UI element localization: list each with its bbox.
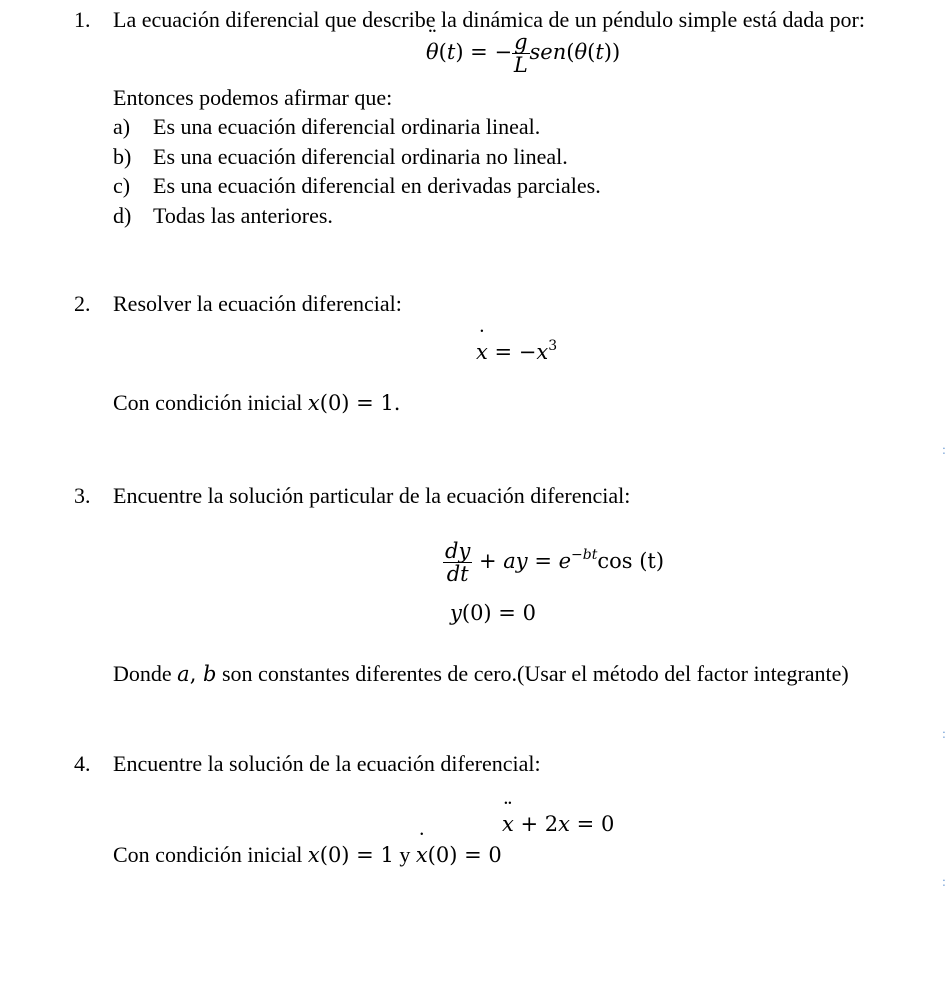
q4-number: 4. bbox=[74, 751, 91, 776]
margin-marker: : bbox=[942, 727, 946, 742]
q4-condition: Con condición inicial x(0) = 1 y ˙ x(0) = 0 bbox=[113, 844, 502, 866]
q3-initial-condition: y(0) = 0 bbox=[450, 601, 536, 625]
q1-equation: ¨ θ(t) = − $\frac{g}{L}$ sen(θ(t)) bbox=[426, 31, 620, 76]
q2-number: 2. bbox=[74, 291, 91, 316]
q1-option-d-letter: d) bbox=[113, 203, 132, 228]
q4-condition-text: Con condición inicial bbox=[113, 842, 303, 867]
q4-equation: ¨ x + 2x = 0 bbox=[502, 814, 614, 835]
margin-marker: : bbox=[942, 443, 946, 458]
q1-option-c-letter: c) bbox=[113, 173, 131, 198]
q3-equation: $\frac{dy}{dt}$ + ay = $e^{-bt}\cos$ (t) bbox=[445, 539, 665, 587]
q2-condition: Con condición inicial x(0) = 1. bbox=[113, 390, 401, 415]
q1-prompt: La ecuación diferencial que describe la dinámica de un péndulo simple está dada por: bbox=[113, 7, 865, 32]
q1-option-c-text: Es una ecuación diferencial en derivadas parciales. bbox=[153, 173, 601, 198]
q3-where-text: Donde bbox=[113, 661, 172, 686]
q3-where-rest: son constantes diferentes de cero.(Usar el método del factor integrante) bbox=[222, 661, 849, 686]
q2-equation: ˙ $x = -x^3$ bbox=[476, 342, 557, 363]
margin-marker: : bbox=[942, 875, 946, 890]
q1-option-d-text: Todas las anteriores. bbox=[153, 203, 333, 228]
q2-condition-text: Con condición inicial bbox=[113, 390, 303, 415]
q1-option-a-letter: a) bbox=[113, 114, 131, 139]
q1-option-a-text: Es una ecuación diferencial ordinaria lineal. bbox=[153, 114, 541, 139]
q1-number: 1. bbox=[74, 7, 91, 32]
q3-where: Donde a, b son constantes diferentes de cero.(Usar el método del factor integrante) bbox=[113, 661, 849, 686]
q1-option-b-letter: b) bbox=[113, 144, 132, 169]
q3-number: 3. bbox=[74, 483, 91, 508]
q1-intro: Entonces podemos afirmar que: bbox=[113, 85, 393, 110]
q1-option-b-text: Es una ecuación diferencial ordinaria no lineal. bbox=[153, 144, 568, 169]
q4-conj: y bbox=[399, 842, 411, 867]
q4-prompt: Encuentre la solución de la ecuación diferencial: bbox=[113, 751, 541, 776]
q2-prompt: Resolver la ecuación diferencial: bbox=[113, 291, 402, 316]
q3-prompt: Encuentre la solución particular de la ecuación diferencial: bbox=[113, 483, 631, 508]
